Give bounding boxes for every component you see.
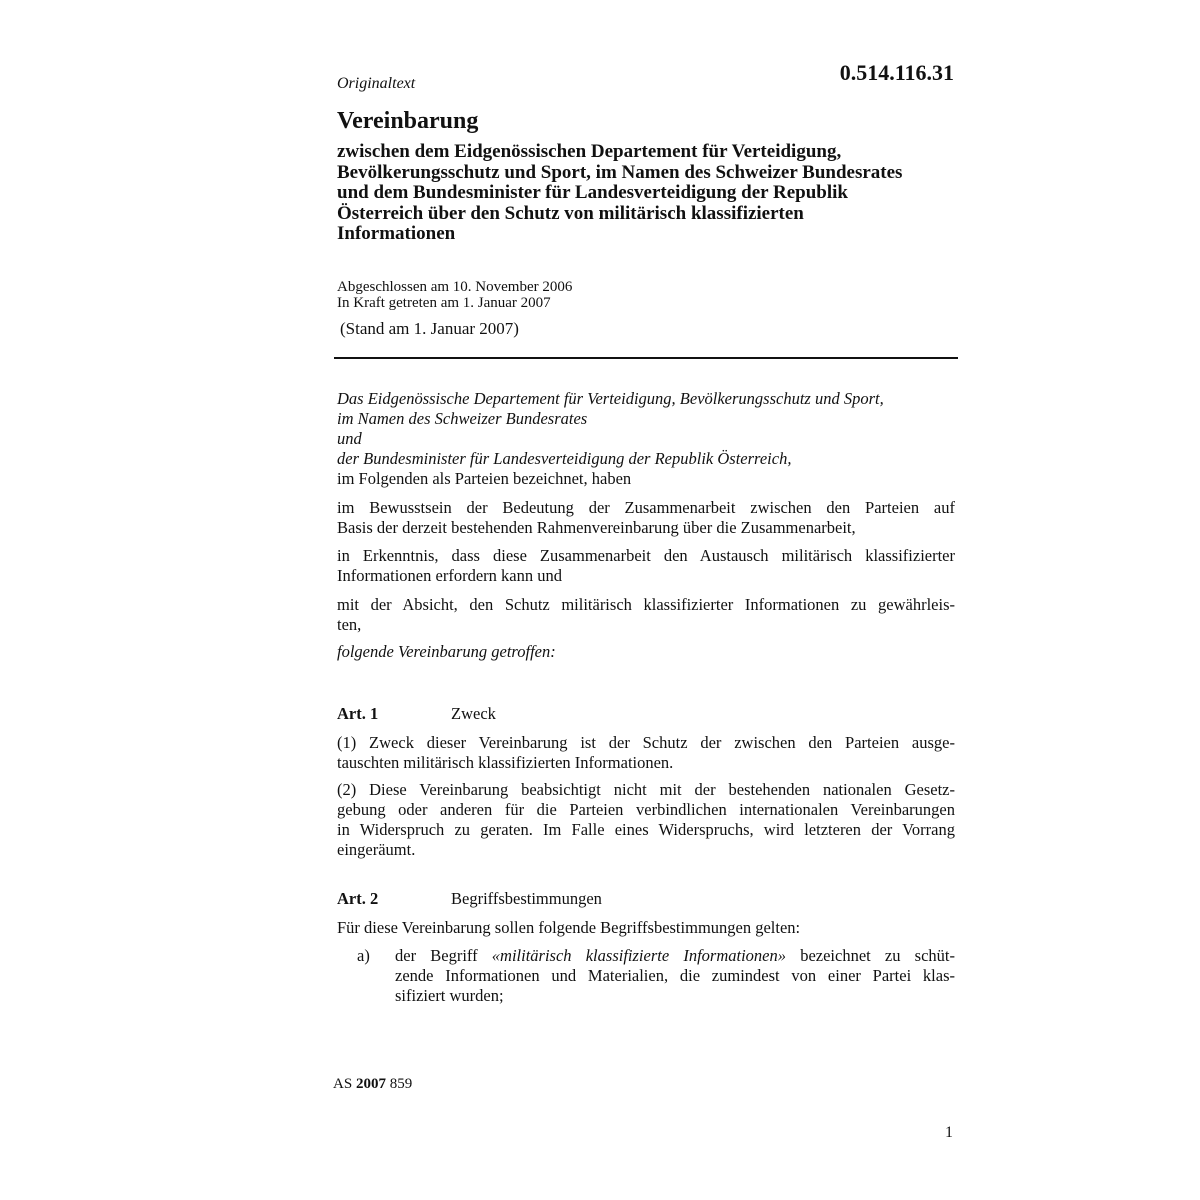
list-item-line: zende Informationen und Materialien, die zumindest von einer Partei klas- — [395, 966, 955, 985]
subtitle-line: zwischen dem Eidgenössischen Departement für Verteidigung, — [337, 141, 842, 162]
subtitle-line: Bevölkerungsschutz und Sport, im Namen des Schweizer Bundesrates — [337, 161, 903, 183]
official-collection-reference — [333, 1076, 412, 1093]
paragraph-line: Basis der derzeit bestehenden Rahmenvereinbarung über die Zusammenarbeit, — [337, 518, 856, 537]
document-subtitle — [337, 142, 902, 245]
paragraph-line: eingeräumt. — [337, 840, 416, 859]
document-title: Vereinbarung — [337, 108, 479, 134]
in-force-date: In Kraft getreten am 1. Januar 2007 — [337, 295, 551, 311]
paragraph-line: in Widerspruch zu geraten. Im Falle eines Widerspruchs, wird letzteren der Vorrang — [337, 820, 955, 839]
paragraph-line: gebung oder anderen für die Parteien verbindlichen internationalen Vereinbarungen — [337, 800, 955, 819]
list-item-suffix: bezeichnet zu schüt- — [786, 946, 955, 965]
paragraph-line: im Bewusstsein der Bedeutung der Zusammenarbeit zwischen den Parteien auf — [337, 498, 955, 517]
article-2-heading: Begriffsbestimmungen — [451, 889, 602, 908]
paragraph-line: (2) Diese Vereinbarung beabsichtigt nicht mit der bestehenden nationalen Gesetz- — [337, 780, 955, 799]
status-date: (Stand am 1. Januar 2007) — [340, 319, 519, 338]
paragraph-line: tauschten militärisch klassifizierten Informationen. — [337, 753, 674, 772]
preamble-paragraph-1 — [337, 498, 955, 538]
subtitle-line: Informationen — [337, 223, 456, 244]
list-item-a — [395, 946, 955, 1006]
preamble-line: im Namen des Schweizer Bundesrates — [337, 409, 588, 428]
paragraph-line: ten, — [337, 615, 362, 634]
preamble-line: und — [337, 429, 362, 448]
article-2-intro: Für diese Vereinbarung sollen folgende Begriffsbestimmungen gelten: — [337, 918, 801, 937]
as-page: 859 — [389, 1076, 413, 1092]
article-1-heading: Zweck — [451, 704, 496, 723]
subtitle-line: und dem Bundesminister für Landesverteidigung der Republik — [337, 182, 848, 203]
preamble-paragraph-2 — [337, 546, 955, 586]
list-item-prefix: der Begriff — [395, 946, 492, 965]
paragraph-line: (1) Zweck dieser Vereinbarung ist der Schutz der zwischen den Parteien ausge- — [337, 733, 955, 752]
preamble-line: der Bundesminister für Landesverteidigung der Republik Österreich, — [337, 449, 792, 468]
paragraph-line: Informationen erfordern kann und — [337, 566, 562, 585]
date-block — [337, 279, 572, 311]
as-year: 2007 — [355, 1076, 386, 1092]
article-1-paragraph-2 — [337, 780, 955, 860]
defined-term: «militärisch klassifizierte Informationen» — [491, 946, 786, 965]
list-item-line: sifiziert wurden; — [395, 986, 504, 1005]
paragraph-line: in Erkenntnis, dass diese Zusammenarbeit den Austausch militärisch klassifizierter — [337, 546, 955, 565]
preamble-designation: im Folgenden als Parteien bezeichnet, haben — [337, 469, 632, 488]
article-1-paragraph-1 — [337, 733, 955, 773]
article-2-number: Art. 2 — [337, 889, 379, 908]
paragraph-line: mit der Absicht, den Schutz militärisch klassifizierter Informationen zu gewährleis- — [337, 595, 955, 614]
header-rule — [334, 357, 958, 359]
list-item-a-label: a) — [357, 946, 370, 965]
list-item-line — [395, 946, 955, 966]
concluded-date: Abgeschlossen am 10. November 2006 — [337, 279, 573, 295]
subtitle-line: Österreich über den Schutz von militärisch klassifizierten — [337, 202, 804, 224]
sr-number: 0.514.116.31 — [839, 60, 954, 85]
origin-label: Originaltext — [337, 75, 416, 92]
preamble-line: Das Eidgenössische Departement für Verteidigung, Bevölkerungsschutz und Sport, — [337, 389, 884, 408]
as-prefix: AS — [333, 1076, 353, 1092]
preamble-paragraph-3 — [337, 595, 955, 635]
preamble-closing: folgende Vereinbarung getroffen: — [337, 642, 556, 661]
article-1-number: Art. 1 — [337, 704, 379, 723]
preamble-parties — [337, 389, 955, 469]
page-number: 1 — [945, 1124, 953, 1141]
